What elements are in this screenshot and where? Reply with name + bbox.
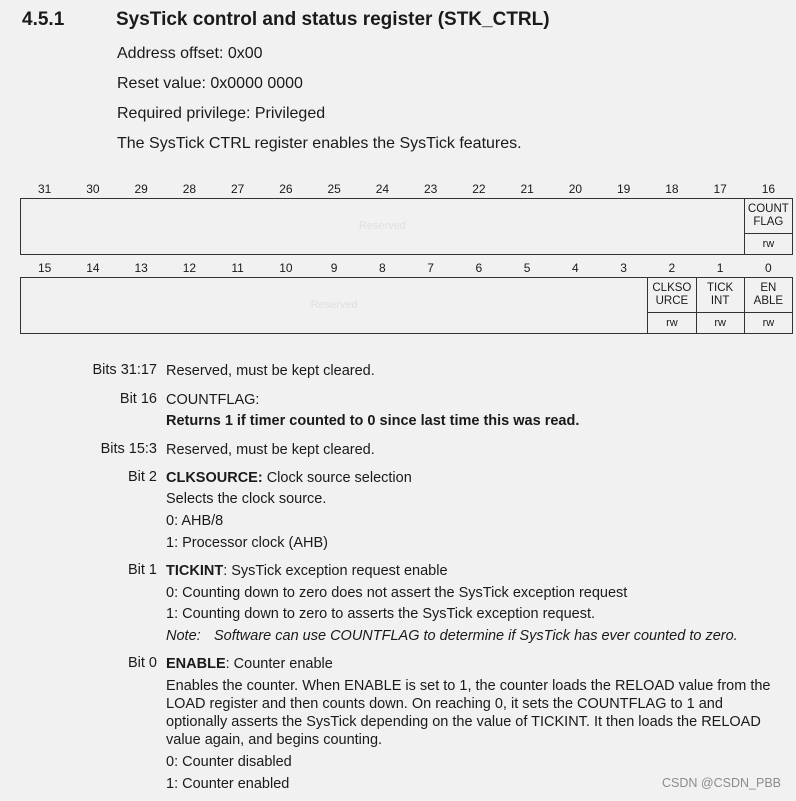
bit-1-title: : SysTick exception request enable xyxy=(223,563,448,579)
enable-label-line2: ABLE xyxy=(753,295,784,307)
section-heading xyxy=(22,9,550,31)
bit-number: 5 xyxy=(523,260,531,275)
enable-label-line1: EN xyxy=(760,282,777,294)
bit-1-heading xyxy=(166,562,448,580)
clksource-label-line2: URCE xyxy=(655,295,689,307)
bit-2-title: Clock source selection xyxy=(262,470,412,486)
bit-0-name: ENABLE xyxy=(166,656,226,672)
bit-number: 15 xyxy=(37,260,52,275)
bit-number: 26 xyxy=(279,181,293,196)
tickint-access: rw xyxy=(696,313,744,334)
bit-0-line1: 0: Counter disabled xyxy=(166,754,292,770)
upper-reserved-field: Reserved xyxy=(21,199,745,255)
bits-31-17-text: Reserved, must be kept cleared. xyxy=(166,363,375,379)
bit-16-label: Bit 16 xyxy=(119,391,157,407)
bit-1-line1: 0: Counting down to zero does not assert the SysTick exception request xyxy=(166,585,628,601)
bit-number: 20 xyxy=(568,181,583,196)
bit-1-name: TICKINT xyxy=(166,563,224,579)
register-upper-table xyxy=(20,180,793,255)
bit-2-name: CLKSOURCE: xyxy=(166,470,263,486)
bit-number: 3 xyxy=(620,260,627,275)
bit-2-line3: 1: Processor clock (AHB) xyxy=(166,535,328,551)
section-number: 4.5.1 xyxy=(22,9,65,30)
lower-reserved-field: Reserved xyxy=(21,278,648,334)
bit-number: 22 xyxy=(472,181,486,196)
bit-number: 25 xyxy=(327,181,341,196)
bit-1-line2: 1: Counting down to zero to asserts the SysTick exception request. xyxy=(166,606,596,622)
bit-number: 4 xyxy=(572,260,579,275)
bits-15-3-label: Bits 15:3 xyxy=(100,441,157,457)
bit-number: 24 xyxy=(375,181,390,196)
bit-number: 7 xyxy=(427,260,434,275)
countflag-access: rw xyxy=(744,234,792,255)
bit-16-name: COUNTFLAG: xyxy=(166,392,260,408)
bit-number: 10 xyxy=(279,260,293,275)
bit-number: 9 xyxy=(330,260,338,275)
bit-0-para-line3: optionally asserts the SysTick depending on the value of TICKINT. It then loads the RELOAD xyxy=(166,714,761,730)
bit-0-para-line2: LOAD register and then counts down. On reaching 0, it sets the COUNTFLAG to 1 and xyxy=(166,696,723,712)
section-title: SysTick control and status register (STK_CTRL) xyxy=(116,9,550,30)
bit-number: 1 xyxy=(716,260,724,275)
bit-1-note xyxy=(166,627,738,645)
bit-number: 6 xyxy=(475,260,483,275)
countflag-field xyxy=(744,199,792,234)
register-summary: The SysTick CTRL register enables the SysTick features. xyxy=(117,135,522,152)
tickint-label-line2: INT xyxy=(710,295,730,307)
address-offset: Address offset: 0x00 xyxy=(117,45,263,62)
bit-number: 21 xyxy=(520,181,534,196)
bit-0-para-line1: Enables the counter. When ENABLE is set to 1, the counter loads the RELOAD value from the xyxy=(166,678,771,694)
bit-number: 11 xyxy=(231,260,244,275)
bit-number: 27 xyxy=(230,181,245,196)
bit-number: 23 xyxy=(423,181,438,196)
bit-0-para-line4: value again, and begins counting. xyxy=(166,732,383,748)
watermark: CSDN @CSDN_PBB xyxy=(662,776,781,790)
bit-number: 12 xyxy=(182,260,197,275)
bit-number: 19 xyxy=(616,181,631,196)
bit-number: 29 xyxy=(134,181,148,196)
reset-value: Reset value: 0x0000 0000 xyxy=(117,75,303,92)
bit-2-line2: 0: AHB/8 xyxy=(166,513,224,529)
bits-15-3-text: Reserved, must be kept cleared. xyxy=(166,442,375,458)
enable-field xyxy=(744,278,792,313)
clksource-label-line1: CLKSO xyxy=(652,282,692,294)
countflag-label-line2: FLAG xyxy=(753,216,784,228)
tickint-field xyxy=(696,278,744,313)
bit-number: 14 xyxy=(86,260,100,275)
clksource-access: rw xyxy=(648,313,696,334)
bit-number: 28 xyxy=(182,181,197,196)
bit-2-heading xyxy=(166,469,412,487)
bit-number: 18 xyxy=(665,181,679,196)
countflag-label-line1: COUNT xyxy=(747,203,789,215)
bit-1-label: Bit 1 xyxy=(127,562,157,578)
bit-number: 17 xyxy=(713,181,727,196)
bit-1-note-text: Software can use COUNTFLAG to determine if SysTick has ever counted to zero. xyxy=(214,628,738,644)
lower-bit-numbers xyxy=(21,259,793,278)
bit-2-label: Bit 2 xyxy=(127,469,157,485)
bit-2-line1: Selects the clock source. xyxy=(166,491,327,507)
bit-number: 31 xyxy=(37,181,52,196)
bit-1-note-label: Note: xyxy=(166,628,201,644)
bit-number: 13 xyxy=(134,260,148,275)
register-lower-table xyxy=(20,259,793,334)
bit-0-line2: 1: Counter enabled xyxy=(166,776,290,792)
upper-bit-numbers xyxy=(21,180,793,199)
bit-16-detail: Returns 1 if timer counted to 0 since last time this was read. xyxy=(166,413,580,429)
bit-number: 8 xyxy=(379,260,386,275)
bit-number: 0 xyxy=(765,260,772,275)
bits-31-17-label: Bits 31:17 xyxy=(92,362,157,378)
bit-number: 16 xyxy=(761,181,776,196)
tickint-label-line1: TICK xyxy=(707,282,734,294)
bit-0-heading xyxy=(166,655,333,673)
bit-0-title: : Counter enable xyxy=(225,656,333,672)
required-privilege: Required privilege: Privileged xyxy=(117,105,326,122)
bit-0-label: Bit 0 xyxy=(127,655,157,671)
bit-number: 30 xyxy=(86,181,100,196)
enable-access: rw xyxy=(744,313,792,334)
clksource-field xyxy=(648,278,696,313)
bit-number: 2 xyxy=(668,260,676,275)
